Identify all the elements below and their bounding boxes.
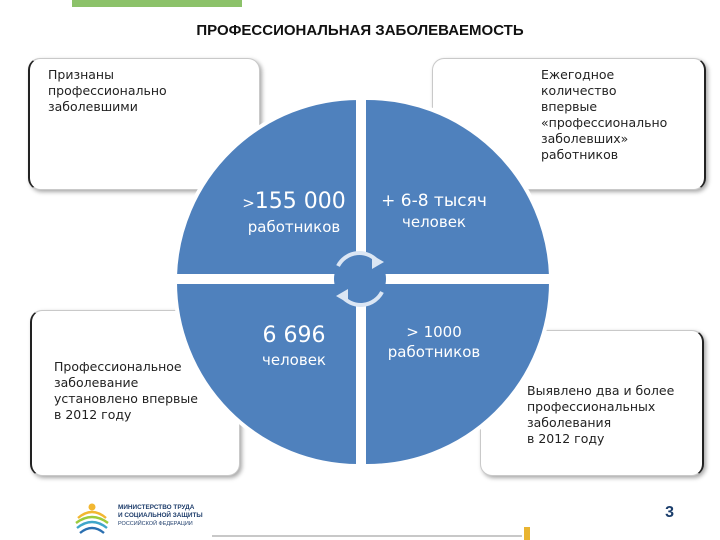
ministry-name	[118, 504, 228, 528]
cycle-arrows-icon	[334, 253, 386, 305]
quadrant-bottom-right	[364, 282, 551, 466]
card-bottom-right-text: Выявлено два и более профессиональных заболевания в 2012 году	[527, 383, 675, 446]
quadrant-bottom-right-unit: работников	[387, 343, 481, 361]
quadrant-top-left-text	[232, 188, 356, 237]
footer-divider	[212, 535, 522, 537]
page-title: ПРОФЕССИОНАЛЬНАЯ ЗАБОЛЕВАЕМОСТЬ	[196, 22, 524, 39]
footer-accent-bar	[524, 527, 530, 540]
quadrant-top-right-value: + 6-8 тысяч	[381, 191, 487, 211]
quadrant-bottom-left	[175, 282, 358, 466]
quadrant-top-left-unit: работников	[247, 218, 341, 236]
quadrant-bottom-left-value: 6 696	[262, 323, 326, 348]
card-bottom-left-text: Профессиональное заболевание установлено впервые в 2012 году	[54, 359, 198, 422]
quadrant-top-right	[364, 98, 551, 276]
ministry-name-line2: И СОЦИАЛЬНОЙ ЗАЩИТЫ	[118, 512, 203, 519]
quadrant-top-left-prefix: >	[242, 194, 255, 212]
quadrant-top-right-unit: человек	[402, 213, 466, 231]
ministry-name-line3: РОССИЙСКОЙ ФЕДЕРАЦИИ	[118, 521, 193, 527]
quadrant-bottom-left-unit: человек	[262, 351, 326, 369]
quadrant-bottom-right-value: > 1000	[406, 323, 462, 341]
quadrant-top-left-value: 155 000	[254, 189, 346, 214]
quadrant-top-left	[175, 98, 358, 276]
card-top-right-text: Ежегодное количество впервые «профессионально заболевших» работников	[541, 67, 668, 162]
card-top-left-text: Признаны профессионально заболевшими	[48, 67, 167, 114]
ministry-name-line1: МИНИСТЕРСТВО ТРУДА	[118, 504, 195, 511]
page-number: 3	[665, 504, 674, 521]
quadrant-bottom-right-text	[368, 322, 500, 362]
quadrant-top-left-value-line	[232, 188, 356, 217]
quadrant-bottom-left-text	[234, 322, 354, 370]
quadrant-top-right-text	[372, 190, 496, 232]
